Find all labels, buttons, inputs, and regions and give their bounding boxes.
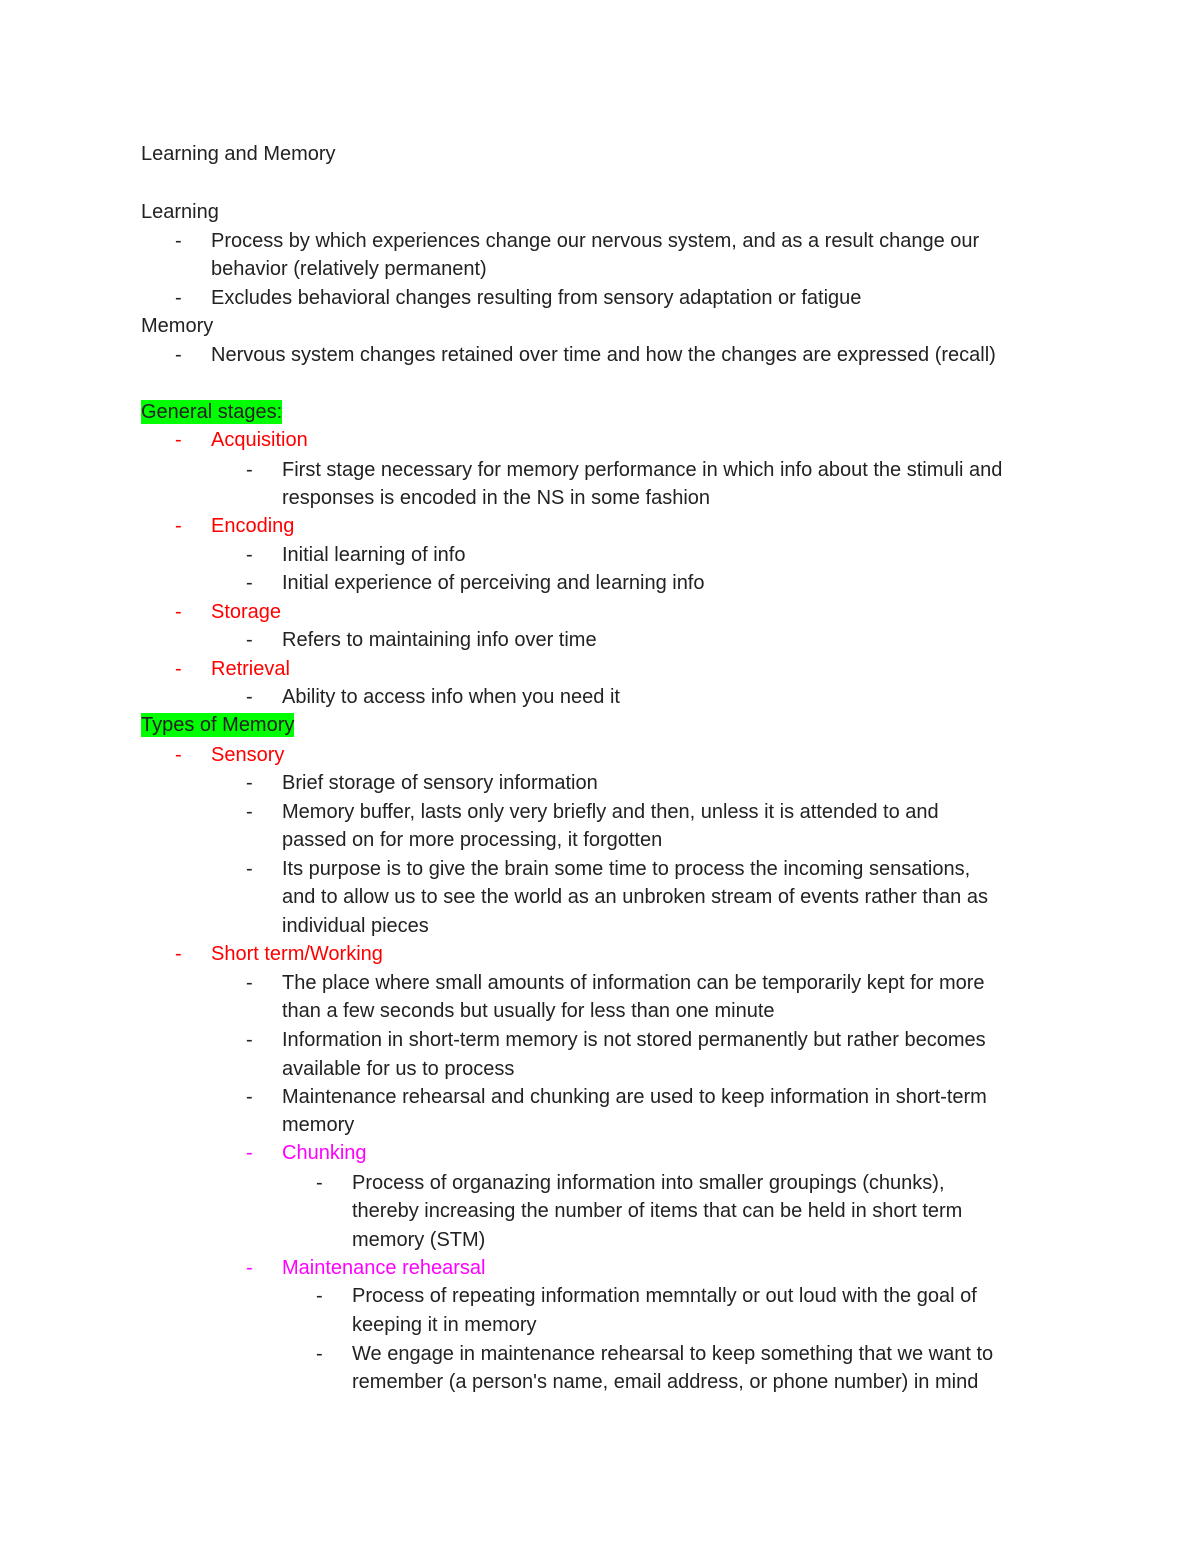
list-item-text: The place where small amounts of information can be temporarily kept for more — [282, 972, 985, 994]
list-item-text: Process by which experiences change our nervous system, and as a result change our — [211, 230, 980, 252]
list-item-text: passed on for more processing, it forgotten — [282, 829, 663, 851]
list-bullet: - — [246, 972, 253, 994]
list-bullet: - — [246, 1142, 253, 1164]
stage-heading: Acquisition — [211, 429, 308, 451]
list-bullet: - — [246, 1029, 253, 1051]
list-bullet: - — [175, 429, 182, 451]
list-item-text: responses is encoded in the NS in some fashion — [282, 487, 711, 509]
stage-heading: Storage — [211, 601, 282, 623]
list-item-text: individual pieces — [282, 915, 429, 937]
list-item-text: Memory buffer, lasts only very briefly and then, unless it is attended to and — [282, 801, 939, 823]
list-item-text: Brief storage of sensory information — [282, 772, 598, 794]
list-item-text: Process of organazing information into smaller groupings (chunks), — [352, 1172, 945, 1194]
list-item-text: than a few seconds but usually for less than one minute — [282, 1000, 775, 1022]
list-item-text: behavior (relatively permanent) — [211, 258, 487, 280]
stage-heading: Encoding — [211, 515, 295, 537]
list-bullet: - — [246, 1257, 253, 1279]
list-item-text: thereby increasing the number of items that can be held in short term — [352, 1200, 963, 1222]
list-item-text: and to allow us to see the world as an unbroken stream of events rather than as — [282, 886, 988, 908]
list-item-text: available for us to process — [282, 1058, 515, 1080]
subtopic-heading: Chunking — [282, 1142, 367, 1164]
list-item-text: Process of repeating information memntally or out loud with the goal of — [352, 1285, 977, 1307]
list-item-text: remember (a person's name, email address, or phone number) in mind — [352, 1371, 979, 1393]
list-bullet: - — [175, 287, 182, 309]
list-bullet: - — [175, 230, 182, 252]
list-bullet: - — [175, 658, 182, 680]
list-bullet: - — [246, 1086, 253, 1108]
list-item-text: First stage necessary for memory performance in which info about the stimuli and — [282, 459, 1003, 481]
list-bullet: - — [316, 1343, 323, 1365]
list-bullet: - — [246, 572, 253, 594]
stage-heading: Retrieval — [211, 658, 290, 680]
list-bullet: - — [316, 1172, 323, 1194]
list-bullet: - — [246, 544, 253, 566]
list-item-text: Its purpose is to give the brain some time to process the incoming sensations, — [282, 858, 971, 880]
section-heading: Learning — [141, 201, 219, 223]
list-bullet: - — [246, 772, 253, 794]
list-item-text: memory — [282, 1114, 355, 1136]
list-bullet: - — [246, 459, 253, 481]
list-item-text: keeping it in memory — [352, 1314, 537, 1336]
section-heading: Memory — [141, 315, 214, 337]
list-bullet: - — [246, 686, 253, 708]
highlighted-section-heading: Types of Memory — [141, 714, 295, 736]
list-bullet: - — [316, 1285, 323, 1307]
list-item-text: Maintenance rehearsal and chunking are used to keep information in short-term — [282, 1086, 987, 1108]
list-item-text: Ability to access info when you need it — [282, 686, 620, 708]
list-bullet: - — [175, 744, 182, 766]
list-bullet: - — [175, 344, 182, 366]
list-bullet: - — [175, 943, 182, 965]
highlighted-section-heading: General stages: — [141, 401, 283, 423]
list-item-text: Nervous system changes retained over time and how the changes are expressed (recall) — [211, 344, 996, 366]
stage-heading: Sensory — [211, 744, 285, 766]
list-item-text: Refers to maintaining info over time — [282, 629, 597, 651]
list-bullet: - — [175, 515, 182, 537]
list-bullet: - — [246, 858, 253, 880]
list-bullet: - — [175, 601, 182, 623]
subtopic-heading: Maintenance rehearsal — [282, 1257, 486, 1279]
list-item-text: We engage in maintenance rehearsal to keep something that we want to — [352, 1343, 994, 1365]
list-item-text: Initial experience of perceiving and learning info — [282, 572, 705, 594]
document-title: Learning and Memory — [141, 143, 336, 165]
list-bullet: - — [246, 629, 253, 651]
list-bullet: - — [246, 801, 253, 823]
list-item-text: Excludes behavioral changes resulting from sensory adaptation or fatigue — [211, 287, 862, 309]
list-item-text: memory (STM) — [352, 1229, 486, 1251]
stage-heading: Short term/Working — [211, 943, 383, 965]
list-item-text: Initial learning of info — [282, 544, 466, 566]
list-item-text: Information in short-term memory is not stored permanently but rather becomes — [282, 1029, 986, 1051]
